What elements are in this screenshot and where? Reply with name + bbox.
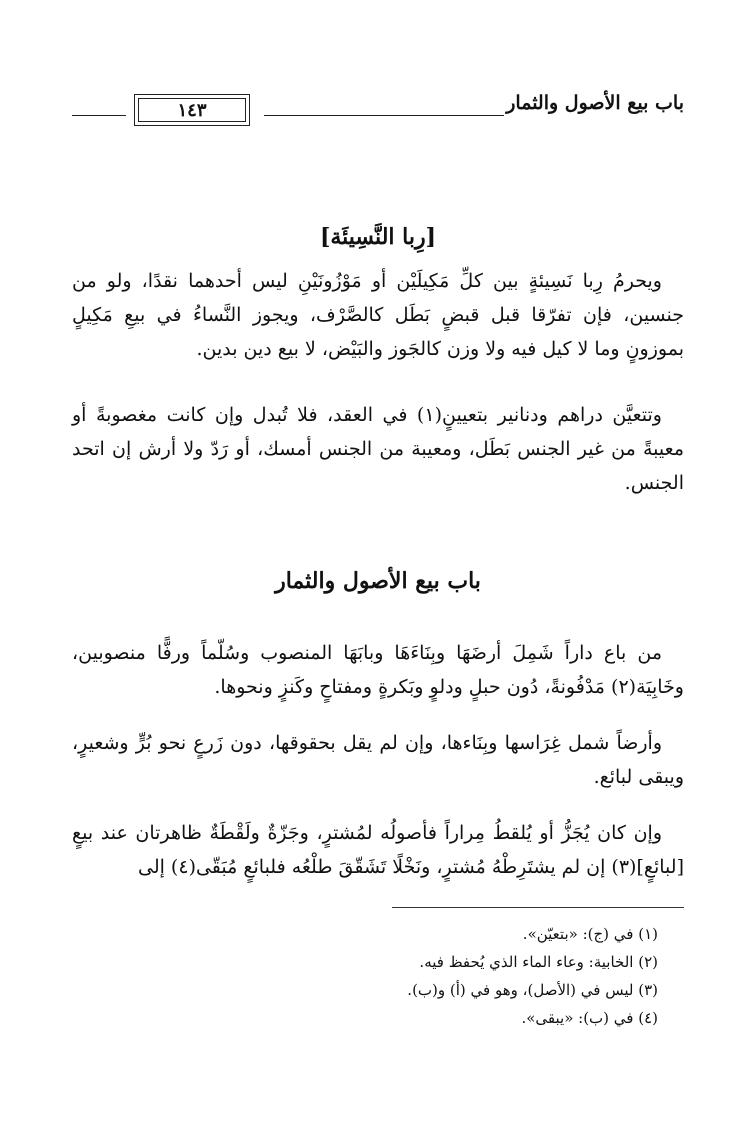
paragraph: وتتعيَّن دراهم ودنانير بتعيينٍ(١) في العقد، فلا تُبدل وإن كانت مغصوبةً أو معيبةً من غير الجنس بَطَل، ومعيبة من الجنس أمسك، أو رَدّ ولا أرش إن اتحد الجنس. <box>72 404 684 494</box>
header-rule-left <box>72 115 126 116</box>
running-header-title: باب بيع الأصول والثمار <box>506 92 684 114</box>
page-number: ١٤٣ <box>138 98 246 122</box>
chapter-heading: باب بيع الأصول والثمار <box>275 568 481 594</box>
page-number-box <box>134 94 250 126</box>
header-rule-right <box>264 115 504 116</box>
footnote: (٢) الخابية: وعاء الماء الذي يُحفظ فيه. <box>419 953 658 971</box>
paragraph: من باع داراً شَمِلَ أرضَهَا وبِنَاءَهَا وبابَهَا المنصوب وسُلّماً ورفًّا منصوبين، وخَابِيَة(٢) مَدْفُونةً، دُون حبلٍ ودلوٍ وبَكرةٍ ومفتاحٍ وكَنزٍ ونحوها. <box>72 642 684 698</box>
footnotes <box>72 920 684 1032</box>
paragraph: ويحرمُ رِبا نَسِيئةٍ بين كلِّ مَكِيلَيْن أو مَوْزُونَيْنِ ليس أحدهما نقدًا، ولو من جنسين، فإن تفرّقا قبل قبضٍ بَطَل كالصَّرْف، ويجوز النَّساءُ في بيعِ مَكِيلٍ بموزونٍ وما لا كيل فيه ولا وزن كالجَوز والبَيْض، لا بيع دين بدين. <box>72 270 684 360</box>
footnote: (١) في (ج): «بتعيّن». <box>522 925 658 943</box>
footnote: (٣) ليس في (الأصل)، وهو في (أ) و(ب). <box>407 981 658 999</box>
paragraph: وإن كان يُجَزُّ أو يُلقطُ مِراراً فأصولُه لمُشترٍ، وجَزّةٌ ولَقْطَةٌ ظاهرتان عند بيعٍ [لبائعٍ](٣) إن لم يشتَرِطْهُ مُشترٍ، ونَخْلًا تَشَقّقَ طلْعُه فلبائعٍ مُبَقّى(٤) إلى <box>72 822 684 878</box>
running-header <box>72 92 684 132</box>
footnote-separator <box>392 907 684 908</box>
footnote: (٤) في (ب): «يبقى». <box>521 1009 658 1027</box>
paragraph: وأرضاً شمل غِرَاسها وبِنَاءها، وإن لم يقل بحقوقها، دون زَرعٍ نحو بُرٍّ وشعيرٍ، ويبقى لبائع. <box>72 732 684 788</box>
section-heading-riba-nasiah: [رِبا النَّسِيئَة] <box>319 224 437 250</box>
